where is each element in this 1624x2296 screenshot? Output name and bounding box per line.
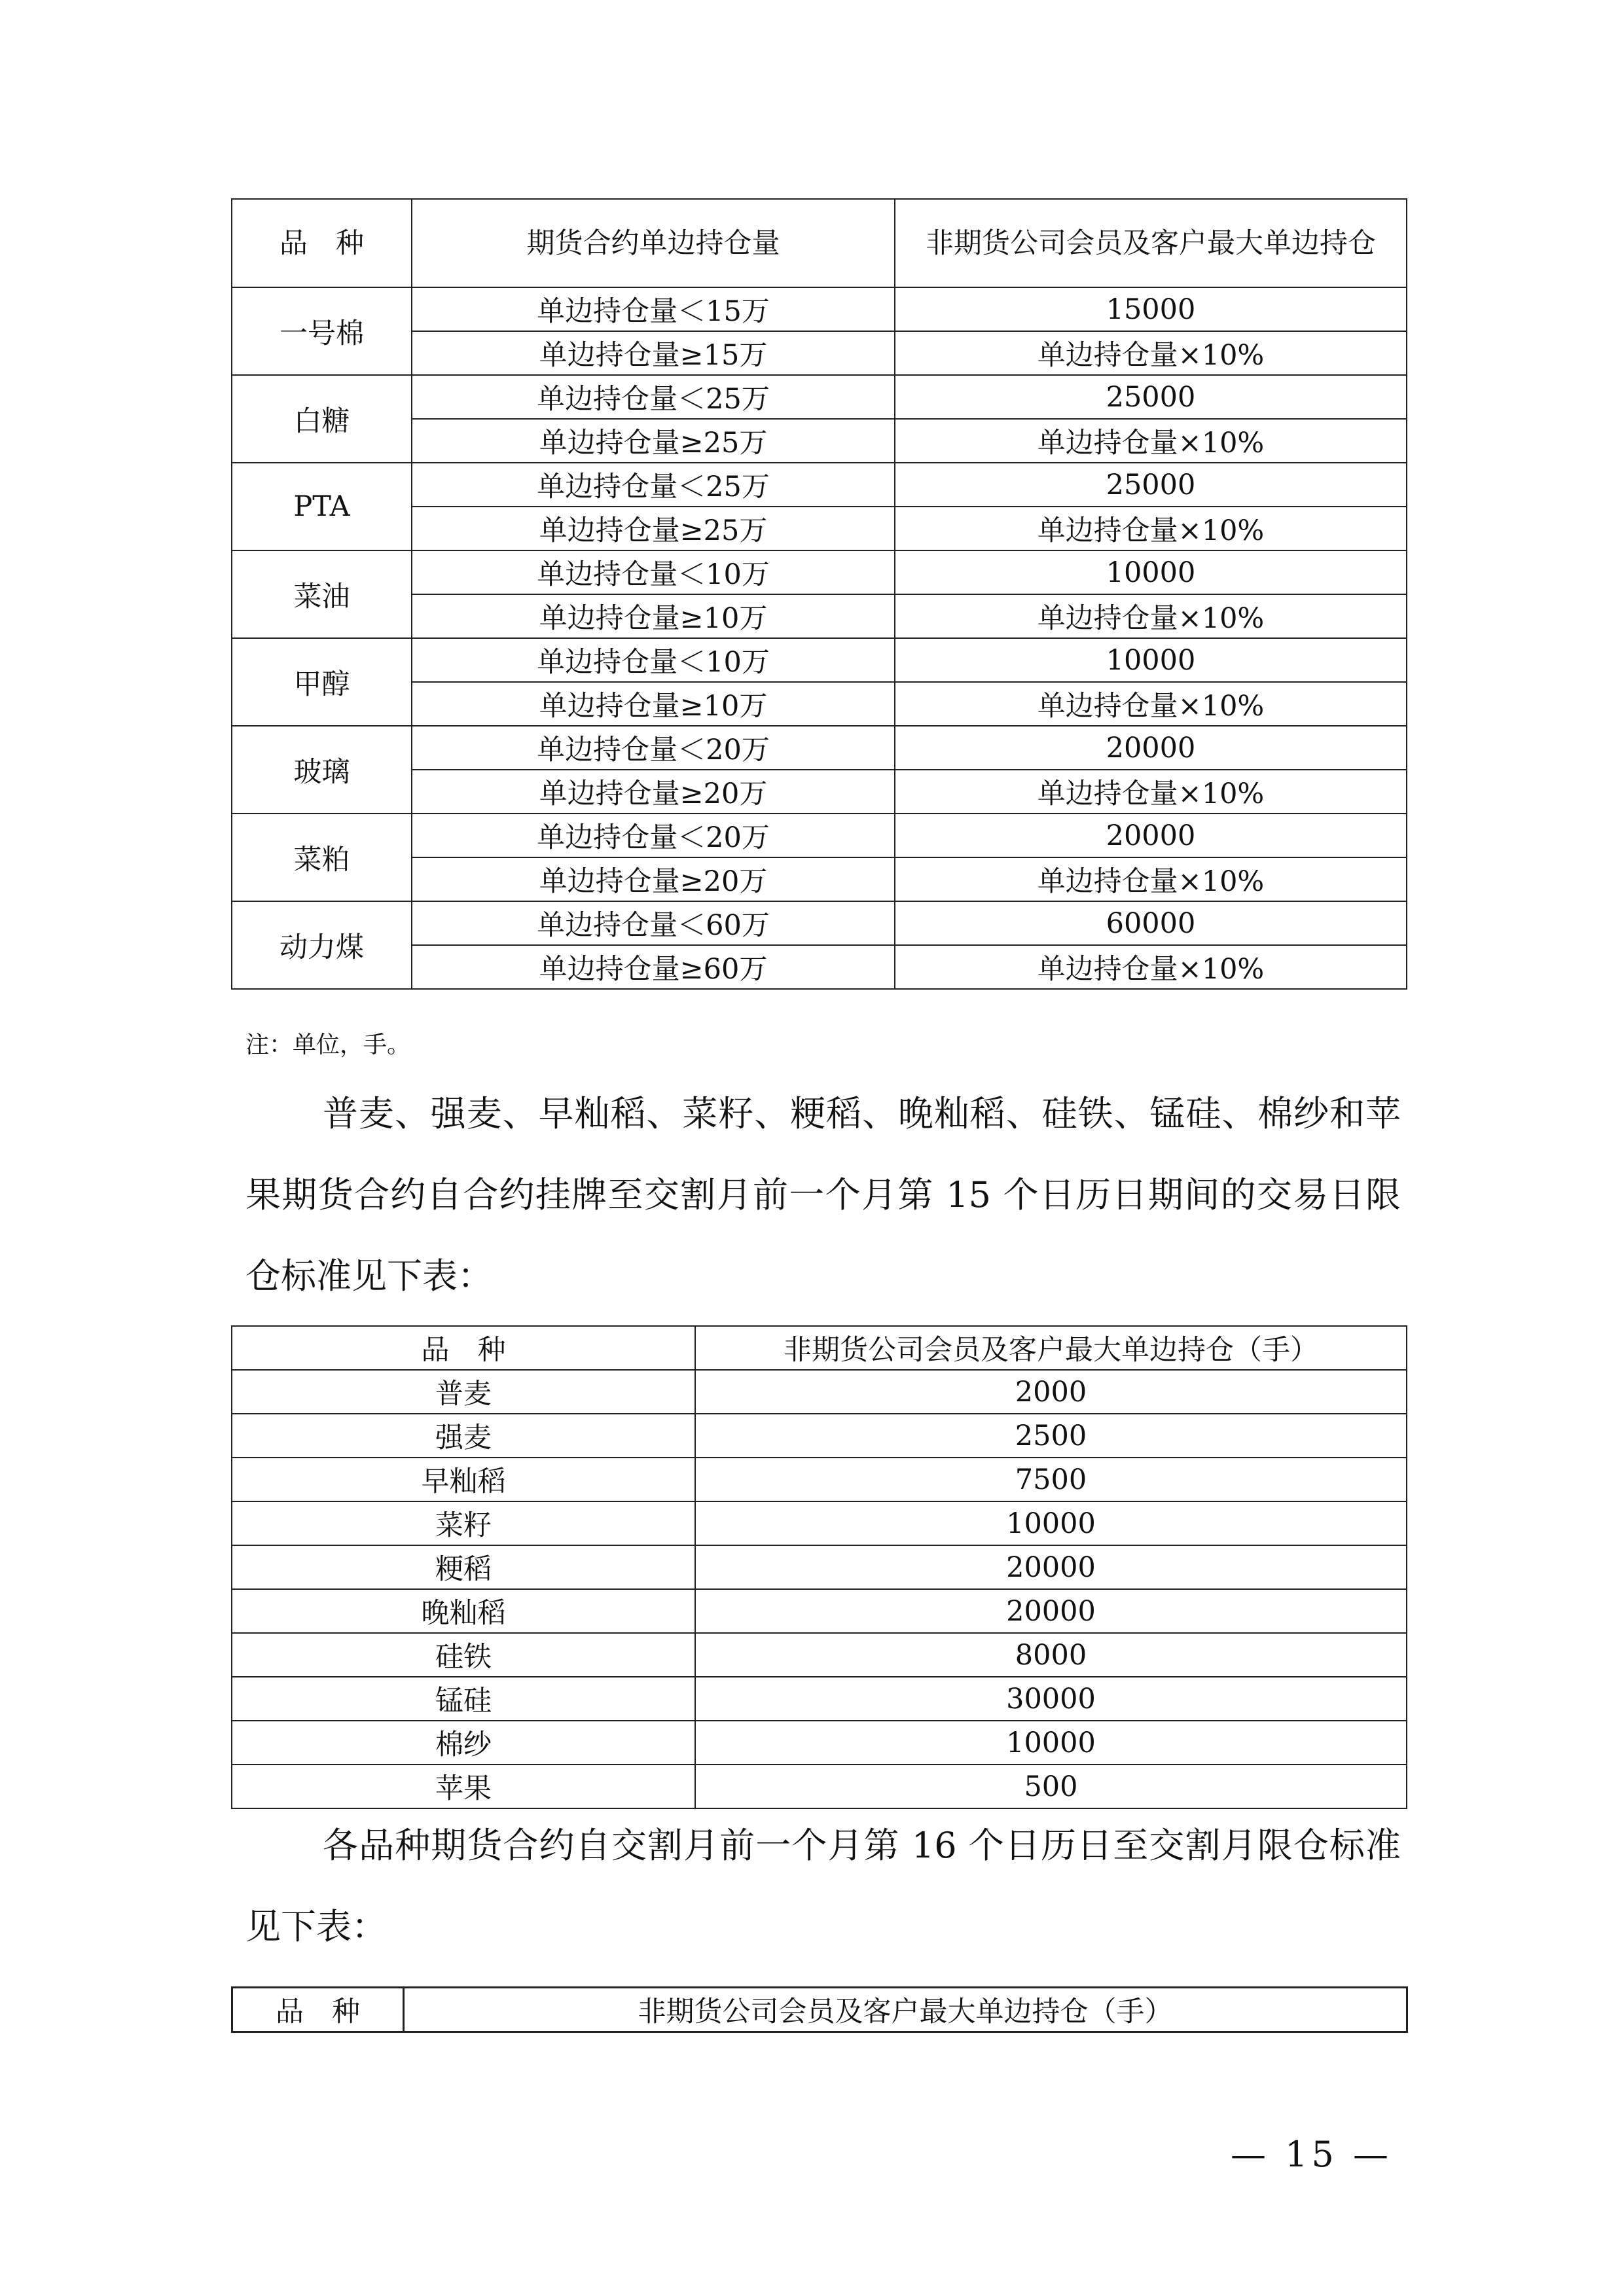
open-interest-cell: 单边持仓量≥20万	[412, 857, 895, 901]
table-header-row	[232, 1326, 1407, 1370]
table-row	[232, 726, 1407, 770]
max-position-cell: 25000	[895, 463, 1407, 507]
variety-cell: 晚籼稻	[232, 1589, 695, 1633]
variety-cell: 菜油	[232, 550, 412, 638]
max-position-cell: 单边持仓量×10%	[895, 682, 1407, 726]
max-position-cell: 500	[695, 1765, 1407, 1808]
variety-cell: 普麦	[232, 1370, 695, 1414]
max-position-cell: 10000	[895, 550, 1407, 594]
open-interest-cell: 单边持仓量≥25万	[412, 507, 895, 550]
table-row	[232, 1677, 1407, 1721]
variety-cell: 甲醇	[232, 638, 412, 726]
variety-cell: 棉纱	[232, 1721, 695, 1765]
max-position-cell: 20000	[895, 726, 1407, 770]
header-max-position: 非期货公司会员及客户最大单边持仓（手）	[404, 1988, 1407, 2032]
variety-cell: 一号棉	[232, 287, 412, 375]
max-position-cell: 60000	[895, 901, 1407, 945]
open-interest-cell: 单边持仓量≥10万	[412, 594, 895, 638]
variety-cell: 动力煤	[232, 901, 412, 989]
open-interest-cell: 单边持仓量≥15万	[412, 331, 895, 375]
table-row	[232, 814, 1407, 857]
header-max-position: 非期货公司会员及客户最大单边持仓	[895, 199, 1407, 287]
paragraph-delivery-period: 各品种期货合约自交割月前一个月第 16 个日历日至交割月限仓标准见下表：	[245, 1825, 1401, 1947]
max-position-cell: 10000	[895, 638, 1407, 682]
variety-cell: 白糖	[232, 375, 412, 463]
variety-cell: 菜粕	[232, 814, 412, 901]
variety-cell: 苹果	[232, 1765, 695, 1808]
max-position-cell: 20000	[895, 814, 1407, 857]
variety-cell: 强麦	[232, 1414, 695, 1458]
table-row	[232, 1370, 1407, 1414]
max-position-cell: 单边持仓量×10%	[895, 770, 1407, 814]
max-position-cell: 单边持仓量×10%	[895, 945, 1407, 989]
table-row	[232, 638, 1407, 682]
open-interest-cell: 单边持仓量≥20万	[412, 770, 895, 814]
variety-cell: 菜籽	[232, 1501, 695, 1545]
max-position-cell: 2000	[695, 1370, 1407, 1414]
max-position-cell: 单边持仓量×10%	[895, 594, 1407, 638]
table-row	[232, 1501, 1407, 1545]
max-position-cell: 25000	[895, 375, 1407, 419]
unit-note: 注：单位，手。	[245, 1031, 411, 1058]
table-row	[232, 375, 1407, 419]
max-position-cell: 2500	[695, 1414, 1407, 1458]
table-row	[232, 1721, 1407, 1765]
table-row	[232, 1589, 1407, 1633]
header-variety: 品 种	[232, 1988, 404, 2032]
variety-cell: 粳稻	[232, 1545, 695, 1589]
position-limit-table-3	[231, 1986, 1408, 2033]
table-row	[232, 1765, 1407, 1808]
table-row	[232, 1414, 1407, 1458]
table-row	[232, 1545, 1407, 1589]
table-row	[232, 550, 1407, 594]
max-position-cell: 单边持仓量×10%	[895, 857, 1407, 901]
max-position-cell: 单边持仓量×10%	[895, 419, 1407, 463]
open-interest-cell: 单边持仓量≥25万	[412, 419, 895, 463]
max-position-cell: 单边持仓量×10%	[895, 331, 1407, 375]
max-position-cell: 30000	[695, 1677, 1407, 1721]
max-position-cell: 20000	[695, 1545, 1407, 1589]
open-interest-cell: 单边持仓量＜20万	[412, 814, 895, 857]
table-header-row	[232, 199, 1407, 287]
table-row	[232, 1458, 1407, 1501]
variety-cell: 硅铁	[232, 1633, 695, 1677]
open-interest-cell: 单边持仓量＜25万	[412, 375, 895, 419]
open-interest-cell: 单边持仓量＜60万	[412, 901, 895, 945]
max-position-cell: 10000	[695, 1501, 1407, 1545]
open-interest-cell: 单边持仓量＜10万	[412, 550, 895, 594]
table-row	[232, 463, 1407, 507]
header-variety: 品 种	[232, 1326, 695, 1370]
max-position-cell: 10000	[695, 1721, 1407, 1765]
max-position-cell: 8000	[695, 1633, 1407, 1677]
table-row	[232, 901, 1407, 945]
position-limit-table-1	[231, 198, 1407, 990]
position-limit-table-2	[231, 1325, 1407, 1809]
open-interest-cell: 单边持仓量＜25万	[412, 463, 895, 507]
table-header-row	[232, 1988, 1407, 2032]
variety-cell: PTA	[232, 463, 412, 550]
table-row	[232, 1633, 1407, 1677]
max-position-cell: 15000	[895, 287, 1407, 331]
header-variety: 品 种	[232, 199, 412, 287]
variety-cell: 玻璃	[232, 726, 412, 814]
table-row	[232, 287, 1407, 331]
open-interest-cell: 单边持仓量＜20万	[412, 726, 895, 770]
open-interest-cell: 单边持仓量＜15万	[412, 287, 895, 331]
max-position-cell: 7500	[695, 1458, 1407, 1501]
open-interest-cell: 单边持仓量≥60万	[412, 945, 895, 989]
max-position-cell: 单边持仓量×10%	[895, 507, 1407, 550]
paragraph-first-period: 普麦、强麦、早籼稻、菜籽、粳稻、晚籼稻、硅铁、锰硅、棉纱和苹果期货合约自合约挂牌至交割月前一个月第 15 个日历日期间的交易日限仓标准见下表：	[245, 1093, 1401, 1297]
max-position-cell: 20000	[695, 1589, 1407, 1633]
header-max-position: 非期货公司会员及客户最大单边持仓（手）	[695, 1326, 1407, 1370]
open-interest-cell: 单边持仓量＜10万	[412, 638, 895, 682]
page-number: — 15 —	[1231, 2134, 1393, 2175]
variety-cell: 锰硅	[232, 1677, 695, 1721]
header-open-interest: 期货合约单边持仓量	[412, 199, 895, 287]
open-interest-cell: 单边持仓量≥10万	[412, 682, 895, 726]
variety-cell: 早籼稻	[232, 1458, 695, 1501]
